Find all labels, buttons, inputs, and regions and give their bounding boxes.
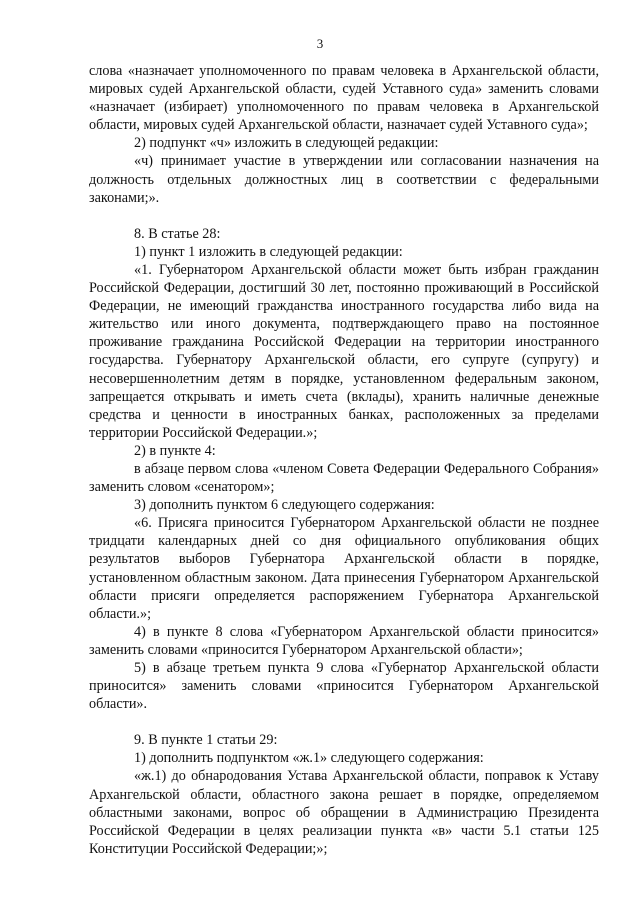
paragraph: 1) пункт 1 изложить в следующей редакции: bbox=[134, 243, 403, 260]
paragraph: в абзаце первом слова «членом Совета Федерации Федерального Собрания» заменить словом «сенатором»; bbox=[89, 460, 599, 496]
paragraph-gap bbox=[89, 713, 599, 731]
paragraph: 8. В статье 28: bbox=[134, 225, 221, 242]
paragraph: слова «назначает уполномоченного по правам человека в Архангельской области, мировых судей Архангельской области, судей Уставного суда» заменить словами «назначает (избирает) уполномоченного по правам человека в Архангельской области, мировых судей Архангельской области, назначает судей Уставного суда»; bbox=[89, 63, 599, 134]
paragraph: 2) подпункт «ч» изложить в следующей редакции: bbox=[134, 135, 439, 152]
paragraph: 2) в пункте 4: bbox=[134, 442, 216, 459]
paragraph: «ч) принимает участие в утверждении или согласовании назначения на должность отдельных должностных лиц в соответствии с федеральными законами;». bbox=[89, 153, 599, 206]
paragraph-gap bbox=[89, 207, 599, 225]
paragraph: 5) в абзаце третьем пункта 9 слова «Губернатор Архангельской области приносится» заменить словами «приносится Губернатором Архангельской области». bbox=[89, 660, 599, 713]
paragraph: 1) дополнить подпунктом «ж.1» следующего содержания: bbox=[134, 750, 484, 767]
paragraph: «1. Губернатором Архангельской области может быть избран гражданин Российской Федерации, достигший 30 лет, постоянно проживающий в Российской Федерации, не имеющий гражданства иностранного государства либо вида на жительство или иного документа, подтверждающего право на постоянное проживание гражданина Российской Федерации на территории иностранного государства. Губернатору Архангельской области, его супруге (супругу) и несовершеннолетним детям в порядке, установленном федеральным законом, запрещается открывать и иметь счета (вклады), хранить наличные денежные средства и ценности в иностранных банках, расположенных за пределами территории Российской Федерации.»; bbox=[89, 261, 599, 441]
paragraph: «ж.1) до обнародования Устава Архангельской области, поправок к Уставу Архангельской области, областного закона решает в порядке, определяемом областными законами, вопрос об обращении в Администрацию Президента Российской Федерации в целях реализации пункта «в» части 5.1 статьи 125 Конституции Российской Федерации;»; bbox=[89, 768, 599, 857]
paragraph: 4) в пункте 8 слова «Губернатором Архангельской области приносится» заменить словами «приносится Губернатором Архангельской области»; bbox=[89, 623, 599, 658]
page-number: 3 bbox=[316, 36, 324, 51]
document-body bbox=[89, 62, 599, 858]
paragraph: «6. Присяга приносится Губернатором Архангельской области не позднее тридцати календарных дней со дня официального опубликования общих результатов выборов Губернатора Архангельской области в порядке, установленном областным законом. Дата принесения Губернатором Архангельской области присяги определяется распоряжением Губернатора Архангельской области.»; bbox=[89, 515, 599, 622]
paragraph: 9. В пункте 1 статьи 29: bbox=[134, 732, 278, 749]
paragraph: 3) дополнить пунктом 6 следующего содержания: bbox=[134, 497, 435, 514]
